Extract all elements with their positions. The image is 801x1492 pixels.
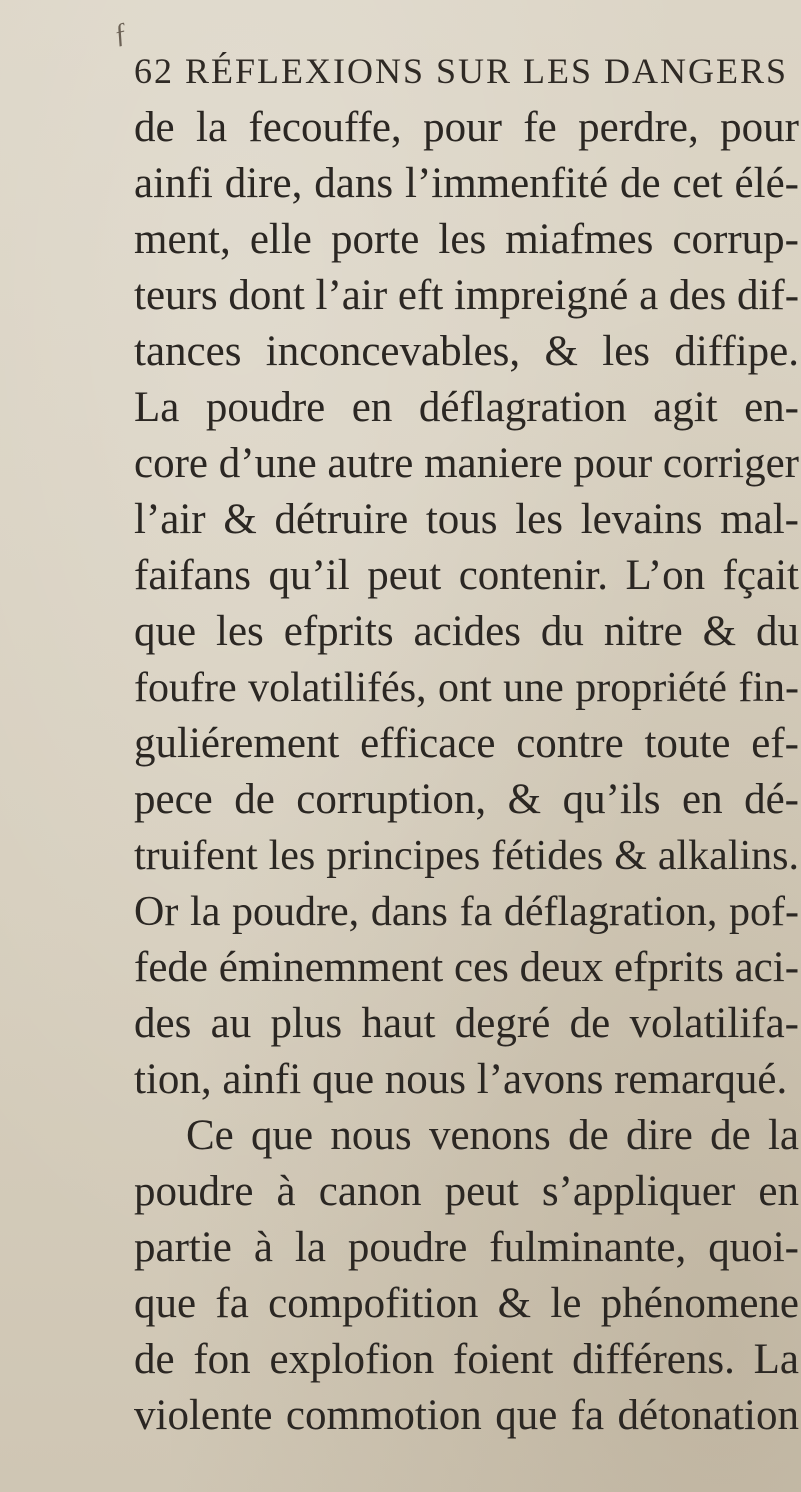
text-line: des au plus haut degré de volatilifa- — [134, 1000, 799, 1047]
text-line: faifans qu’il peut contenir. L’on fçait — [134, 552, 799, 599]
text-line: ainfi dire, dans l’immenfité de cet élé- — [134, 160, 799, 207]
text-line: violente commotion que fa détonation — [134, 1392, 799, 1439]
text-line: pece de corruption, & qu’ils en dé- — [134, 776, 799, 823]
text-line: truifent les principes fétides & alkalins. — [134, 833, 799, 879]
text-line: de la fecouffe, pour fe perdre, pour — [134, 104, 799, 151]
text-line: poudre à canon peut s’appliquer en — [134, 1168, 799, 1215]
text-line: que les efprits acides du nitre & du — [134, 608, 799, 655]
text-line: La poudre en déflagration agit en- — [134, 384, 799, 431]
running-head: 62 RÉFLEXIONS SUR LES DANGERS — [134, 51, 789, 91]
text-line: core d’une autre maniere pour corriger — [134, 440, 799, 487]
text-line: partie à la poudre fulminante, quoi- — [134, 1224, 799, 1271]
text-line: foufre volatilifés, ont une propriété fin- — [134, 665, 799, 711]
text-line: fede éminemment ces deux efprits aci- — [134, 944, 800, 991]
text-line: l’air & détruire tous les levains mal- — [134, 496, 799, 543]
text-line: que fa compofition & le phénomene — [134, 1280, 799, 1327]
margin-mark: ƒ — [110, 16, 131, 51]
text-line: ment, elle porte les miafmes corrup- — [134, 216, 799, 263]
text-line: tion, ainfi que nous l’avons remarqué. — [134, 1056, 788, 1103]
text-line: teurs dont l’air eft impreigné a des dif- — [134, 272, 800, 319]
text-line: guliérement efficace contre toute ef- — [134, 720, 799, 767]
text-line: Or la poudre, dans fa déflagration, pof- — [134, 889, 799, 935]
paragraph-start-line: Ce que nous venons de dire de la — [186, 1112, 799, 1159]
text-line: tances inconcevables, & les diffipe. — [134, 328, 799, 375]
body-text — [134, 100, 799, 1444]
text-line: de fon explofion foient différens. La — [134, 1336, 799, 1383]
